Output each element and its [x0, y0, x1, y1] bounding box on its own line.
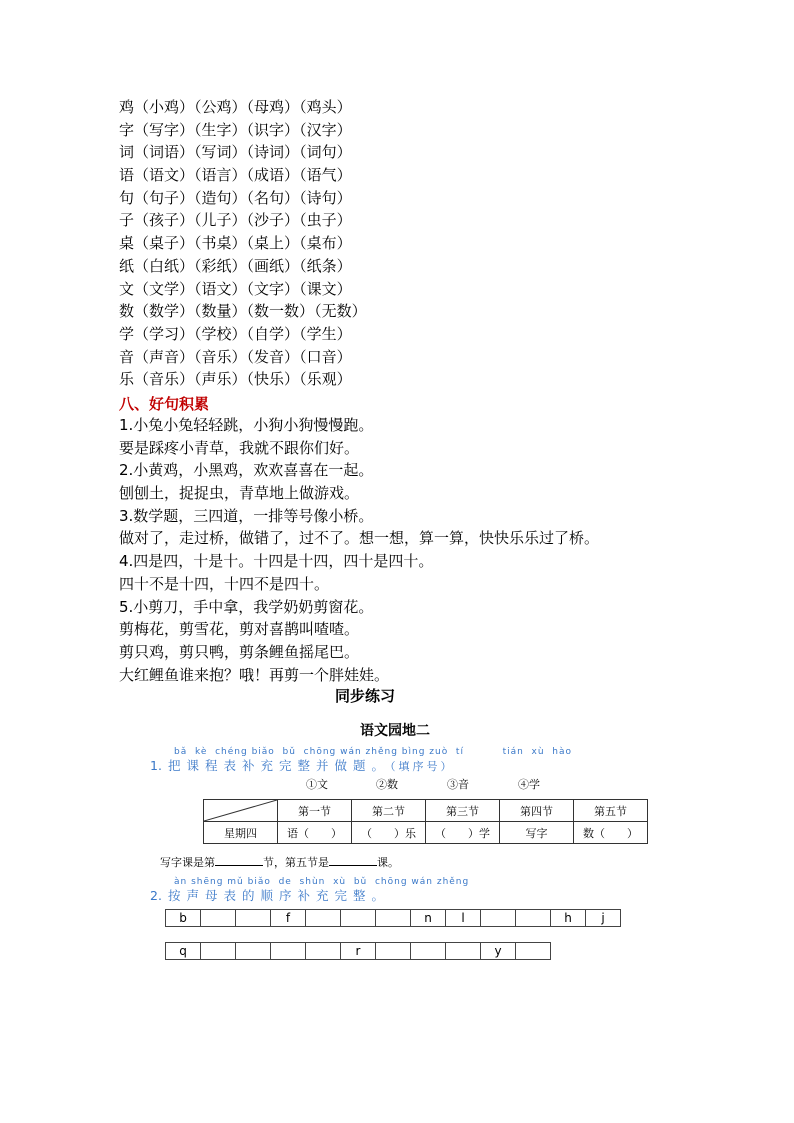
group-word: （发音） [246, 347, 300, 366]
group-word: （写词） [194, 143, 247, 162]
group-word: （生字） [194, 120, 247, 139]
group-word: （识字） [246, 120, 300, 139]
group-word: （学习） [134, 324, 195, 343]
group-word: （书桌） [194, 234, 247, 253]
word-group-row [119, 232, 367, 255]
header-cell: 第二节 [352, 800, 426, 822]
group-word: （乐观） [299, 370, 352, 389]
word-group-row [119, 141, 367, 164]
group-word: （儿子） [194, 211, 247, 230]
group-char: 学 [119, 324, 135, 343]
group-char: 数 [119, 302, 135, 321]
options-row [0, 776, 794, 792]
letter-cell[interactable] [236, 943, 271, 960]
group-word: （课文） [299, 279, 352, 298]
q2-number: 2. [150, 888, 162, 903]
schedule-cell: 写字 [500, 822, 574, 844]
letter-cell[interactable]: y [481, 943, 516, 960]
schedule-cell[interactable]: 语（ ） [278, 822, 352, 844]
group-char: 纸 [119, 256, 135, 275]
group-word: （音乐） [194, 347, 247, 366]
header-cell: 第四节 [500, 800, 574, 822]
group-word: （汉字） [299, 120, 352, 139]
letter-cell[interactable] [201, 910, 236, 927]
sentence-line: 4.四是四，十是十。十四是十四，四十是四十。 [119, 552, 434, 571]
sentence-line: 刨刨土，捉捉虫，青草地上做游戏。 [119, 484, 360, 503]
group-char: 乐 [119, 370, 135, 389]
row-label: 星期四 [204, 822, 278, 844]
group-char: 字 [119, 120, 135, 139]
alphabet-row-2 [165, 942, 551, 960]
group-word: （无数） [314, 302, 367, 321]
fill-text: 写字课是第 [160, 856, 215, 869]
group-word: （公鸡） [194, 98, 247, 116]
letter-cell[interactable] [201, 943, 236, 960]
letter-cell[interactable]: f [271, 910, 306, 927]
word-group-row [119, 96, 367, 119]
header-cell: 第一节 [278, 800, 352, 822]
q1-text [150, 756, 454, 774]
group-char: 桌 [119, 234, 135, 253]
q1-pinyin: bǎ kè chéng biǎo bǔ chōng wán zhěng bìng zuò tí tián xù hào [174, 747, 573, 757]
option: ②数 [376, 778, 398, 791]
group-char: 子 [119, 211, 135, 230]
letter-cell[interactable]: q [166, 943, 201, 960]
sentence-line: 四十不是十四，十四不是四十。 [119, 574, 330, 593]
option: ①文 [306, 778, 328, 791]
letter-cell[interactable] [236, 910, 271, 927]
group-word: （画纸） [246, 256, 300, 275]
group-word: （词句） [299, 143, 352, 162]
q2-text [150, 886, 390, 904]
group-word: （鸡头） [299, 98, 352, 116]
group-word: （语文） [194, 279, 247, 298]
group-word: （声音） [134, 347, 195, 366]
group-word: （文字） [246, 279, 300, 298]
group-word: （孩子） [134, 211, 195, 230]
group-word: （诗词） [246, 143, 300, 162]
word-group-row [119, 209, 367, 232]
letter-cell[interactable] [516, 943, 551, 960]
schedule-cell[interactable]: （ ）乐 [352, 822, 426, 844]
letter-cell[interactable] [306, 943, 341, 960]
group-word: （虫子） [299, 211, 352, 230]
header-cell: 第三节 [426, 800, 500, 822]
fill-in-line [160, 854, 399, 870]
word-group-row [119, 323, 367, 346]
group-word: （语文） [134, 166, 195, 185]
group-word: （桌上） [246, 234, 300, 253]
word-group-row [119, 164, 367, 187]
answer-blank[interactable] [215, 855, 263, 866]
sentence-line: 5.小剪刀，手中拿，我学奶奶剪窗花。 [119, 597, 374, 616]
sentence-list [119, 414, 599, 686]
group-char: 文 [119, 279, 135, 298]
option: ③音 [447, 778, 469, 791]
group-word: （语言） [194, 166, 247, 185]
group-word: （造句） [194, 188, 247, 207]
q1-instruction: 把课程表补充完整并做题。 [167, 758, 390, 773]
schedule-cell[interactable]: （ ）学 [426, 822, 500, 844]
group-word: （白纸） [134, 256, 195, 275]
letter-cell[interactable]: r [341, 943, 376, 960]
word-group-list [119, 96, 367, 391]
q1-hint: （填序号） [389, 760, 455, 773]
group-char: 词 [119, 143, 135, 162]
group-word: （数量） [194, 302, 247, 321]
group-word: （学校） [194, 324, 247, 343]
q1-number: 1. [150, 758, 162, 773]
letter-cell[interactable] [411, 943, 446, 960]
group-word: （纸条） [299, 256, 352, 275]
sentence-line: 剪梅花，剪雪花，剪对喜鹊叫喳喳。 [119, 620, 360, 639]
sentence-line: 2.小黄鸡，小黑鸡，欢欢喜喜在一起。 [119, 461, 374, 480]
letter-cell[interactable] [376, 910, 411, 927]
group-word: （句子） [134, 188, 195, 207]
section-heading: 八、好句积累 [119, 395, 210, 413]
word-group-row [119, 300, 367, 323]
group-word: （诗句） [299, 188, 352, 207]
sentence-line: 3.数学题，三四道，一排等号像小桥。 [119, 506, 374, 525]
group-word: （写字） [134, 120, 195, 139]
schedule-cell[interactable]: 数（ ） [574, 822, 648, 844]
letter-cell[interactable]: b [166, 910, 201, 927]
unit-title: 语文园地二 [360, 723, 430, 739]
group-char: 鸡 [119, 98, 135, 116]
group-char: 句 [119, 188, 135, 207]
group-char: 语 [119, 166, 135, 185]
letter-cell[interactable] [376, 943, 411, 960]
sentence-line: 1.小兔小兔轻轻跳，小狗小狗慢慢跑。 [119, 416, 374, 434]
letter-cell[interactable]: j [586, 910, 621, 927]
word-group-row [119, 255, 367, 278]
sentence-line: 要是踩疼小青草，我就不跟你们好。 [119, 438, 360, 457]
diagonal-cell [204, 800, 278, 822]
option: ④学 [518, 778, 540, 791]
group-word: （文学） [134, 279, 195, 298]
letter-cell[interactable] [306, 910, 341, 927]
letter-cell[interactable] [341, 910, 376, 927]
group-word: （桌布） [299, 234, 352, 253]
group-word: （桌子） [134, 234, 195, 253]
letter-cell[interactable]: l [446, 910, 481, 927]
group-word: （沙子） [246, 211, 300, 230]
sentence-line: 大红鲤鱼谁来抱？哦！再剪一个胖娃娃。 [119, 665, 390, 684]
answer-blank[interactable] [329, 855, 377, 866]
letter-cell[interactable] [271, 943, 306, 960]
word-group-row [119, 187, 367, 210]
group-word: （语气） [299, 166, 352, 185]
letter-cell[interactable] [481, 910, 516, 927]
sentence-line: 剪只鸡，剪只鸭，剪条鲤鱼摇尾巴。 [119, 642, 360, 661]
practice-title: 同步练习 [334, 687, 395, 705]
fill-text: 课。 [377, 856, 399, 869]
q2-instruction: 按声母表的顺序补充完整。 [167, 888, 390, 903]
alphabet-row-1 [165, 909, 621, 927]
group-word: （学生） [299, 324, 352, 343]
fill-text: 节，第五节是 [263, 856, 329, 869]
word-group-row [119, 368, 367, 391]
group-word: （成语） [246, 166, 300, 185]
group-word: （口音） [299, 347, 352, 366]
group-word: （数一数） [246, 302, 315, 321]
group-word: （音乐） [134, 370, 195, 389]
letter-cell[interactable] [446, 943, 481, 960]
group-word: （数学） [134, 302, 195, 321]
schedule-table [203, 799, 648, 844]
group-word: （彩纸） [194, 256, 247, 275]
letter-cell[interactable] [516, 910, 551, 927]
group-char: 音 [119, 347, 135, 366]
word-group-row [119, 119, 367, 142]
group-word: （母鸡） [246, 98, 300, 116]
word-group-row [119, 278, 367, 301]
header-cell: 第五节 [574, 800, 648, 822]
letter-cell[interactable]: n [411, 910, 446, 927]
q2-pinyin: àn shēng mǔ biǎo de shùn xù bǔ chōng wán zhěng [174, 877, 470, 887]
group-word: （词语） [134, 143, 195, 162]
group-word: （声乐） [194, 370, 247, 389]
group-word: （小鸡） [134, 98, 195, 116]
group-word: （自学） [246, 324, 300, 343]
sentence-line: 做对了，走过桥，做错了，过不了。想一想，算一算，快快乐乐过了桥。 [119, 529, 600, 548]
group-word: （名句） [246, 188, 300, 207]
word-group-row [119, 346, 367, 369]
letter-cell[interactable]: h [551, 910, 586, 927]
group-word: （快乐） [246, 370, 300, 389]
